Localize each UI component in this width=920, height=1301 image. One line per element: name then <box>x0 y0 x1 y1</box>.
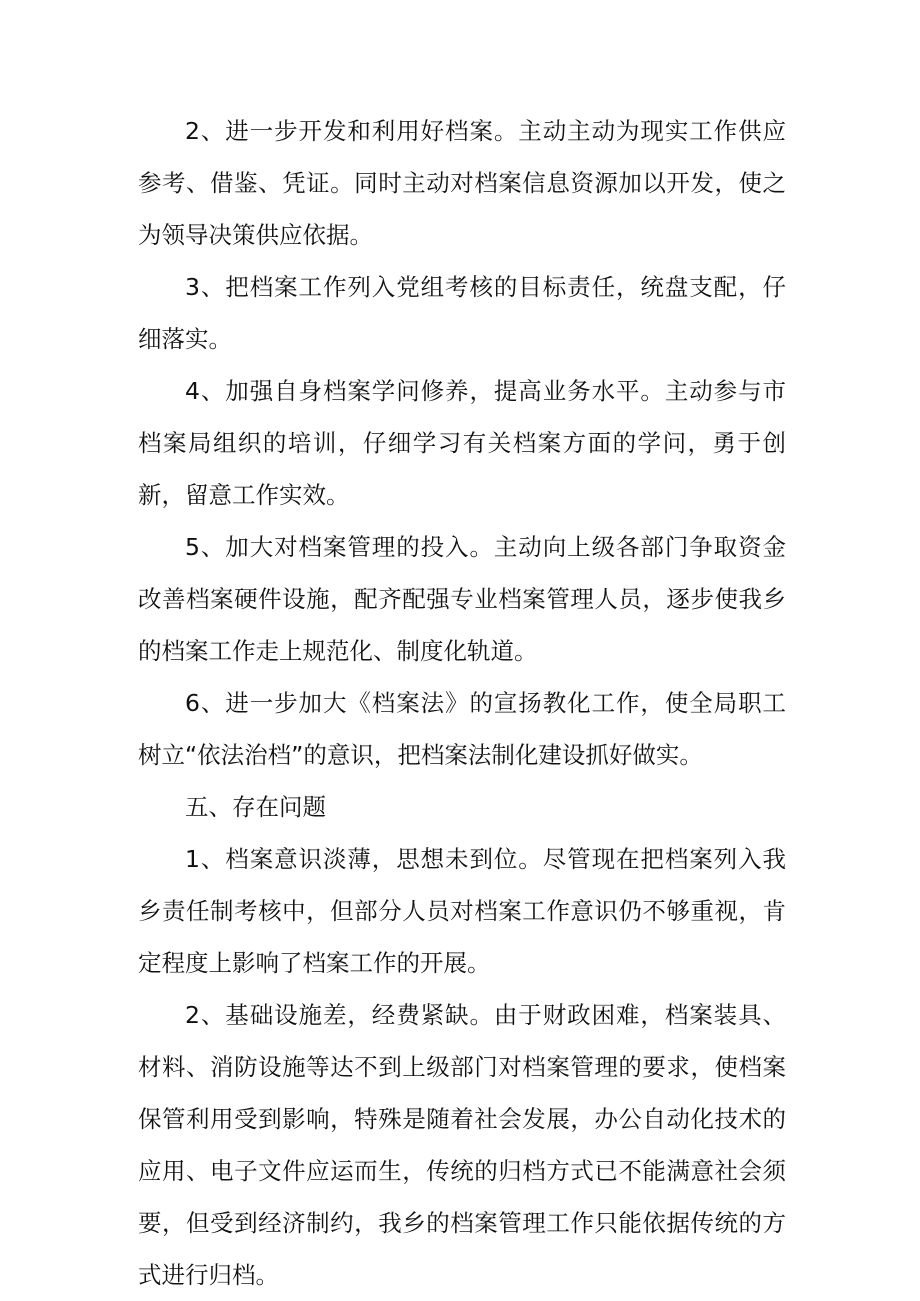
paragraph-item-6: 6、进一步加大《档案法》的宣扬教化工作，使全局职工树立“依法治档”的意识，把档案法制化建设抓好做实。 <box>138 689 786 769</box>
paragraph-item-4: 4、加强自身档案学问修养，提高业务水平。主动参与市档案局组织的培训，仔细学习有关档案方面的学问，勇于创新，留意工作实效。 <box>138 377 786 509</box>
paragraph-item-3: 3、把档案工作列入党组考核的目标责任，统盘支配，仔细落实。 <box>138 273 786 353</box>
paragraph-item-2: 2、进一步开发和利用好档案。主动主动为现实工作供应参考、借鉴、凭证。同时主动对档案信息资源加以开发，使之为领导决策供应依据。 <box>138 117 786 249</box>
problem-item-1: 1、档案意识淡薄，思想未到位。尽管现在把档案列入我乡责任制考核中，但部分人员对档案工作意识仍不够重视，肯定程度上影响了档案工作的开展。 <box>138 845 786 977</box>
paragraph-item-5: 5、加大对档案管理的投入。主动向上级各部门争取资金改善档案硬件设施，配齐配强专业档案管理人员，逐步使我乡的档案工作走上规范化、制度化轨道。 <box>138 533 786 665</box>
document-body <box>138 105 786 1301</box>
problem-item-2: 2、基础设施差，经费紧缺。由于财政困难，档案装具、材料、消防设施等达不到上级部门对档案管理的要求，使档案保管利用受到影响，特殊是随着社会发展，办公自动化技术的应用、电子文件应运而生，传统的归档方式已不能满意社会须要，但受到经济制约，我乡的档案管理工作只能依据传统的方式进行归档。 <box>138 1001 786 1289</box>
section-heading-problems: 五、存在问题 <box>185 793 326 821</box>
